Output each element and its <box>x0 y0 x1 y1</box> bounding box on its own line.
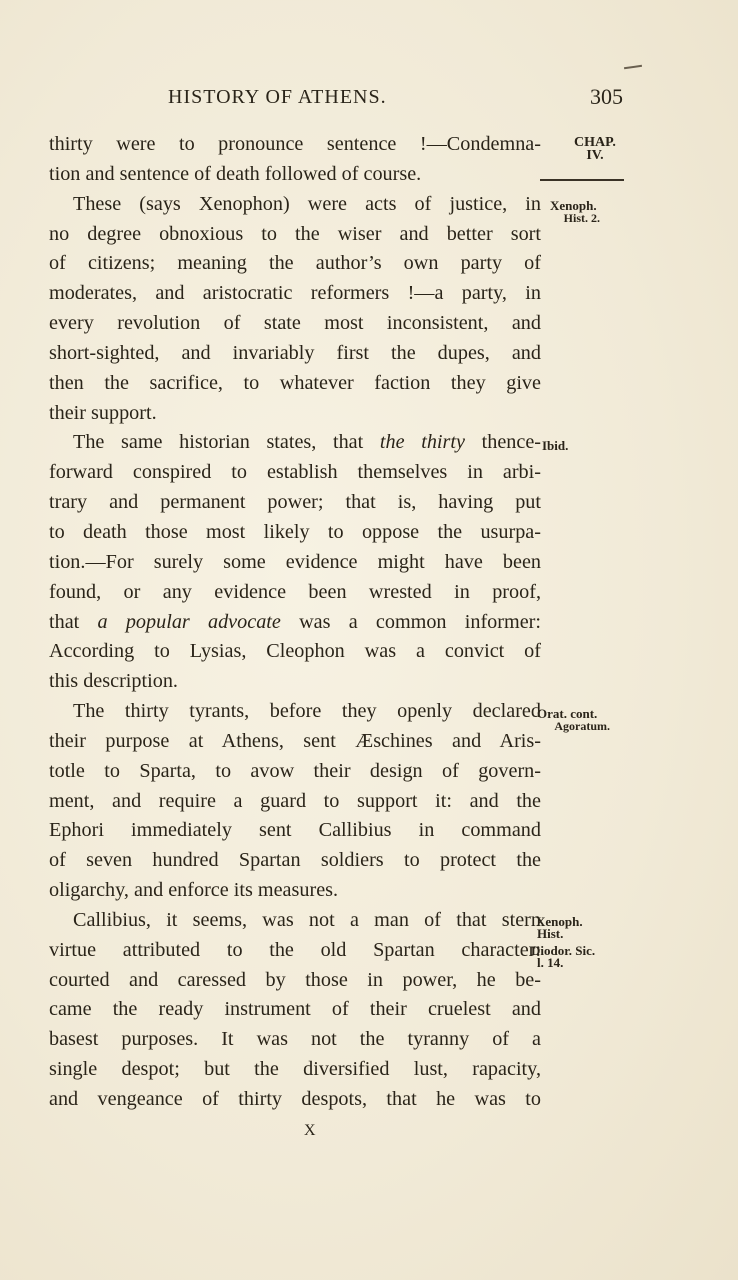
margin-note-chapter <box>574 136 616 162</box>
text-line: thirty were to pronounce sentence !—Condemna- <box>49 133 541 155</box>
text-line: of seven hundred Spartan soldiers to protect the <box>49 849 541 872</box>
running-title: HISTORY OF ATHENS. <box>168 86 387 108</box>
italic-phrase: a popular advocate <box>97 610 281 633</box>
margin-note-text: Xenoph. <box>536 914 583 929</box>
signature-mark: X <box>304 1122 318 1139</box>
chapter-rule <box>540 179 624 181</box>
text-line <box>49 428 541 458</box>
text-line: moderates, and aristocratic reformers !—a party, in <box>49 282 541 305</box>
italic-phrase: the thirty <box>379 431 465 454</box>
margin-note-diodorus <box>531 945 595 969</box>
margin-note-text: Xenoph. <box>550 198 597 213</box>
text-line: virtue attributed to the old Spartan character: <box>49 938 541 961</box>
margin-note-subtext: l. 14. <box>537 955 564 970</box>
text-line: ment, and require a guard to support it: and the <box>49 789 541 812</box>
text-line: forward conspired to establish themselves in arbi- <box>49 461 541 484</box>
text-line: no degree obnoxious to the wiser and better sort <box>49 222 541 245</box>
margin-note-subtext: Agoratum. <box>554 719 610 733</box>
text-line: Ephori immediately sent Callibius in command <box>49 819 541 842</box>
text-line: then the sacrifice, to whatever faction they give <box>49 371 541 394</box>
text-line: courted and caressed by those in power, he be- <box>49 968 541 991</box>
text-line: their support. <box>49 401 157 424</box>
margin-note-subtext: Hist. 2. <box>563 211 600 225</box>
text-line: tion and sentence of death followed of course. <box>49 162 422 185</box>
text-line: tion.—For surely some evidence might have been <box>49 550 541 573</box>
text-line: this description. <box>49 670 178 693</box>
text-line: single despot; but the diversified lust, rapacity, <box>49 1058 541 1081</box>
text-line: of citizens; meaning the author’s own party of <box>49 252 541 275</box>
text-line: The thirty tyrants, before they openly declared <box>73 700 541 723</box>
text-line: Callibius, it seems, was not a man of that stern <box>73 908 541 931</box>
page-number: 305 <box>590 84 623 109</box>
page-header <box>0 86 738 116</box>
text-line: came the ready instrument of their cruelest and <box>49 998 541 1021</box>
text-line: According to Lysias, Cleophon was a convict of <box>49 640 541 663</box>
margin-note-text: Ibid. <box>542 438 569 453</box>
chapter-label: CHAP. <box>574 135 616 150</box>
chapter-number: IV. <box>586 148 604 163</box>
text-fragment: The same historian states, that <box>73 431 364 454</box>
text-fragment: thence- <box>464 431 542 454</box>
text-line: every revolution of state most inconsistent, and <box>49 312 541 335</box>
text-line: their purpose at Athens, sent Æschines and Aris- <box>49 729 541 752</box>
text-line: These (says Xenophon) were acts of justice, in <box>73 192 541 215</box>
text-line: trary and permanent power; that is, having put <box>49 491 541 514</box>
margin-note-xenophon-1 <box>550 200 600 224</box>
text-line: totle to Sparta, to avow their design of govern- <box>49 759 541 782</box>
ink-mark <box>624 65 642 69</box>
text-fragment: that <box>49 610 80 633</box>
margin-note-text: Diodor. Sic. <box>531 943 596 958</box>
body-text <box>49 130 541 1115</box>
text-line: oligarchy, and enforce its measures. <box>49 879 339 902</box>
text-line: found, or any evidence been wrested in proof, <box>49 580 541 603</box>
text-fragment: was a common informer: <box>280 610 541 633</box>
text-line: basest purposes. It was not the tyranny of a <box>49 1028 541 1051</box>
margin-note-xenophon-2 <box>536 916 583 940</box>
margin-note-subtext: Hist. <box>537 926 564 941</box>
text-line <box>49 608 541 638</box>
margin-note-ibid <box>542 440 568 452</box>
text-line: short-sighted, and invariably first the dupes, and <box>49 341 541 364</box>
text-line: to death those most likely to oppose the usurpa- <box>49 520 541 543</box>
margin-note-oration <box>537 708 610 732</box>
margin-note-text: Orat. cont. <box>537 706 598 721</box>
text-line: and vengeance of thirty despots, that he was to <box>49 1088 541 1110</box>
